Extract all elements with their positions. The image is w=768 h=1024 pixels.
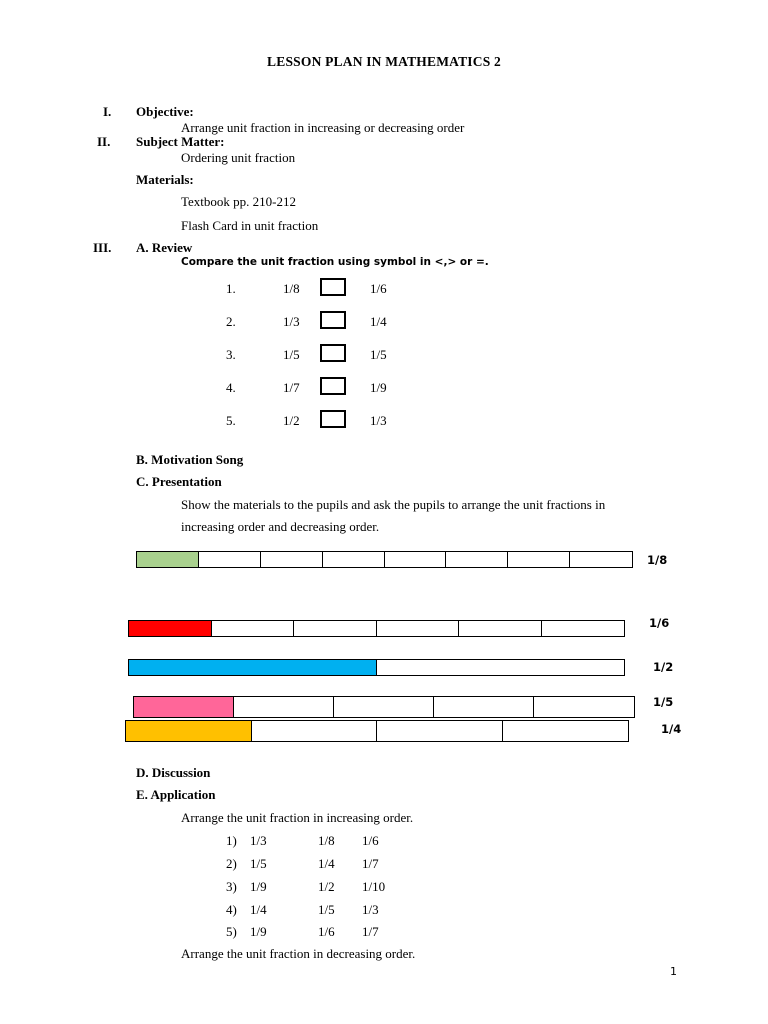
review-instruction: Compare the unit fraction using symbol in <,> or =. [181, 256, 489, 268]
application-item-fraction: 1/5 [318, 902, 335, 917]
fraction-bar-filled-part [137, 552, 199, 567]
review-item-left-fraction: 1/2 [283, 413, 300, 428]
fraction-bar-filled-part [129, 621, 212, 636]
section-numeral-1: I. [103, 104, 112, 119]
fraction-bar-part [459, 621, 542, 636]
review-item-left-fraction: 1/5 [283, 347, 300, 362]
application-item-number: 1) [226, 833, 237, 848]
fraction-bar-part [212, 621, 295, 636]
fraction-bar-part [252, 721, 378, 741]
comparison-answer-box[interactable] [320, 410, 346, 428]
application-item-number: 2) [226, 856, 237, 871]
application-item-fraction: 1/5 [250, 856, 267, 871]
fraction-bar-part [377, 660, 625, 675]
review-item-left-fraction: 1/7 [283, 380, 300, 395]
fraction-bar-part [199, 552, 261, 567]
fraction-bar-label: 1/8 [647, 553, 668, 567]
review-item-right-fraction: 1/3 [370, 413, 387, 428]
discussion-heading: D. Discussion [136, 765, 211, 780]
motivation-heading: B. Motivation Song [136, 452, 244, 467]
review-heading: A. Review [136, 240, 193, 255]
review-item-right-fraction: 1/9 [370, 380, 387, 395]
fraction-bar-part [534, 697, 634, 717]
section-numeral-3: III. [93, 240, 112, 255]
fraction-bar-part [570, 552, 632, 567]
application-item-fraction: 1/9 [250, 924, 267, 939]
materials-item: Flash Card in unit fraction [181, 218, 319, 233]
materials-heading: Materials: [136, 172, 194, 187]
application-instruction: Arrange the unit fraction in decreasing order. [181, 946, 416, 961]
fraction-bar-filled-part [126, 721, 252, 741]
application-item-fraction: 1/8 [318, 833, 335, 848]
fraction-bar-part [508, 552, 570, 567]
objective-text: Arrange unit fraction in increasing or decreasing order [181, 120, 465, 135]
review-item-right-fraction: 1/5 [370, 347, 387, 362]
materials-item: Textbook pp. 210-212 [181, 194, 296, 209]
application-item-number: 4) [226, 902, 237, 917]
subject-matter-heading: Subject Matter: [136, 134, 225, 149]
fraction-bar-label: 1/6 [649, 616, 670, 630]
fraction-bar-label: 1/2 [653, 660, 674, 674]
review-item-right-fraction: 1/6 [370, 281, 387, 296]
fraction-bar-part [261, 552, 323, 567]
application-item-fraction: 1/6 [362, 833, 379, 848]
application-item-fraction: 1/10 [362, 879, 386, 894]
fraction-bar-filled-part [134, 697, 234, 717]
application-item-number: 5) [226, 924, 237, 939]
application-item-fraction: 1/3 [362, 902, 379, 917]
application-item-fraction: 1/4 [250, 902, 267, 917]
fraction-bar-label: 1/4 [661, 722, 682, 736]
fraction-bar-part [294, 621, 377, 636]
application-item-fraction: 1/2 [318, 879, 335, 894]
review-item-left-fraction: 1/8 [283, 281, 300, 296]
review-item-right-fraction: 1/4 [370, 314, 387, 329]
review-item-number: 1. [226, 281, 236, 296]
application-item-fraction: 1/3 [250, 833, 267, 848]
fraction-bar-filled-part [129, 660, 377, 675]
fraction-bar-part [323, 552, 385, 567]
review-item-number: 5. [226, 413, 236, 428]
fraction-bar-part [377, 621, 460, 636]
fraction-bar-part [434, 697, 534, 717]
comparison-answer-box[interactable] [320, 278, 346, 296]
fraction-bar-part [377, 721, 503, 741]
fraction-bar-halves [128, 659, 625, 676]
application-item-fraction: 1/4 [318, 856, 335, 871]
fraction-bar-eighths [136, 551, 633, 568]
comparison-answer-box[interactable] [320, 377, 346, 395]
application-item-number: 3) [226, 879, 237, 894]
presentation-text: increasing order and decreasing order. [181, 519, 380, 534]
presentation-text: Show the materials to the pupils and ask the pupils to arrange the unit fractions in [181, 497, 606, 512]
section-numeral-2: II. [97, 134, 111, 149]
fraction-bar-part [446, 552, 508, 567]
objective-heading: Objective: [136, 104, 194, 119]
fraction-bar-part [503, 721, 629, 741]
fraction-bar-fifths [133, 696, 635, 718]
fraction-bar-fourths [125, 720, 629, 742]
application-item-fraction: 1/9 [250, 879, 267, 894]
review-item-number: 4. [226, 380, 236, 395]
fraction-bar-part [234, 697, 334, 717]
fraction-bar-sixths [128, 620, 625, 637]
review-item-left-fraction: 1/3 [283, 314, 300, 329]
fraction-bar-part [542, 621, 625, 636]
comparison-answer-box[interactable] [320, 344, 346, 362]
application-heading: E. Application [136, 787, 216, 802]
fraction-bar-part [385, 552, 447, 567]
presentation-heading: C. Presentation [136, 474, 222, 489]
page-title: LESSON PLAN IN MATHEMATICS 2 [267, 54, 501, 69]
application-instruction: Arrange the unit fraction in increasing order. [181, 810, 414, 825]
fraction-bar-part [334, 697, 434, 717]
application-item-fraction: 1/7 [362, 924, 379, 939]
review-item-number: 3. [226, 347, 236, 362]
review-item-number: 2. [226, 314, 236, 329]
fraction-bar-label: 1/5 [653, 695, 674, 709]
comparison-answer-box[interactable] [320, 311, 346, 329]
subject-matter-text: Ordering unit fraction [181, 150, 296, 165]
page-number: 1 [670, 965, 677, 978]
application-item-fraction: 1/7 [362, 856, 379, 871]
application-item-fraction: 1/6 [318, 924, 335, 939]
